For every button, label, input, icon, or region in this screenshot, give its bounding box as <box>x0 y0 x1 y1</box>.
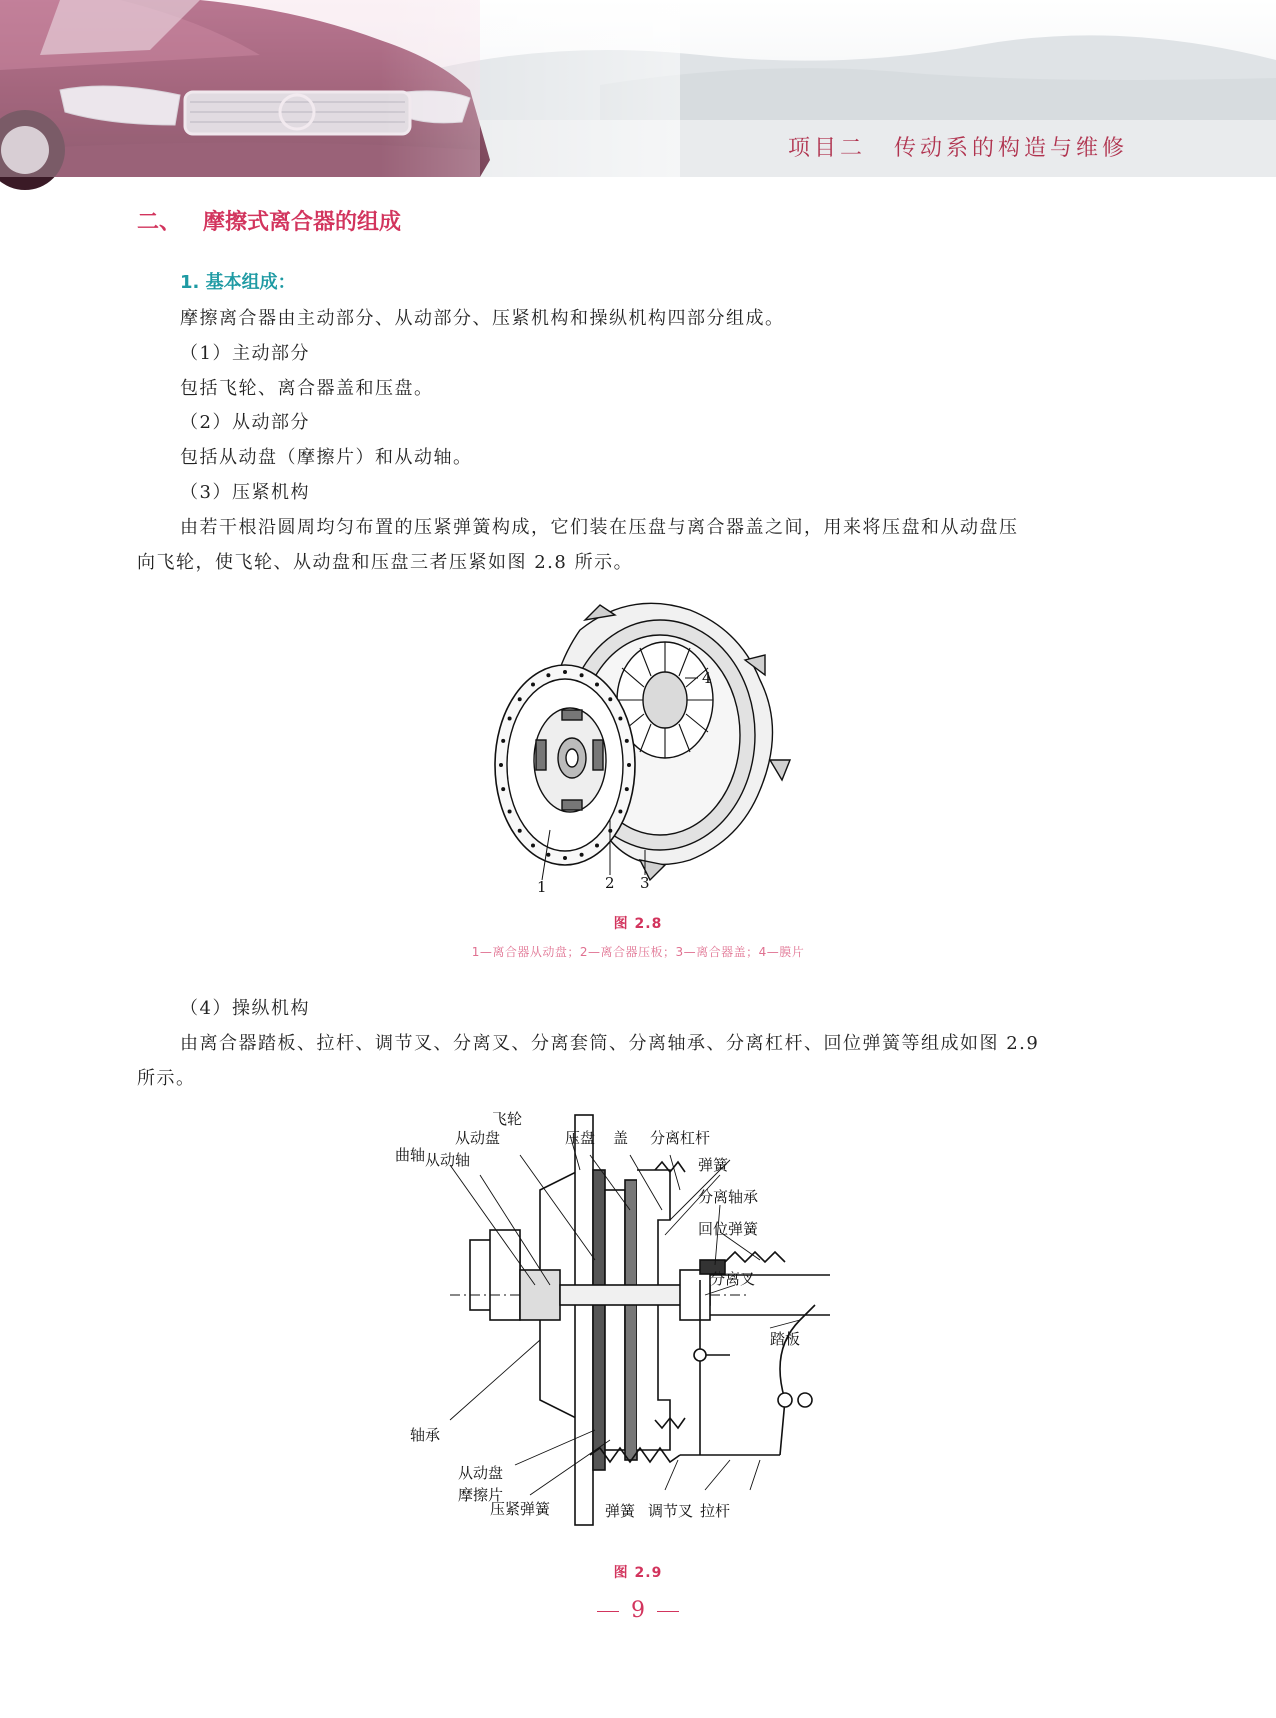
figure-2-8-label: 4 <box>702 669 712 687</box>
header-chapter-title: 传动系的构造与维修 <box>893 136 1128 161</box>
label-pedal: 踏板 <box>770 1330 801 1348</box>
clutch-assembly-drawing <box>490 590 800 895</box>
header-project: 项目二 <box>787 136 866 161</box>
label-adjust-fork: 调节叉 <box>648 1502 694 1520</box>
figure-2-8-title: 图 2.8 <box>613 916 663 932</box>
label-cover: 盖 <box>613 1129 629 1147</box>
label-driven-disc-lower: 从动盘 <box>458 1464 504 1482</box>
rivet-hole <box>627 763 631 767</box>
label-friction-plate: 摩擦片 <box>458 1486 504 1504</box>
figure-2-8-label: 1 <box>537 878 547 896</box>
rivet-hole <box>501 739 505 743</box>
label-spring-lower: 弹簧 <box>605 1502 636 1520</box>
rivet-hole <box>608 697 612 701</box>
figure-2-9 <box>395 1110 870 1554</box>
page-number-dash-left <box>597 1611 619 1612</box>
rivet-hole <box>563 856 567 860</box>
rivet-hole <box>618 717 622 721</box>
section-heading <box>137 205 401 236</box>
rivet-hole <box>508 717 512 721</box>
page-number-dash-right <box>657 1611 679 1612</box>
label-driven-shaft: 从动轴 <box>425 1151 471 1169</box>
label-crankshaft: 曲轴 <box>395 1146 426 1164</box>
figure-2-9-title: 图 2.9 <box>613 1565 663 1581</box>
rivet-hole <box>531 683 535 687</box>
header-banner <box>0 0 1276 177</box>
paragraph: （2）从动部分 <box>180 412 310 433</box>
paragraph: 包括飞轮、离合器盖和压盘。 <box>180 378 434 399</box>
label-spring: 弹簧 <box>698 1156 729 1174</box>
rivet-hole <box>563 670 567 674</box>
rivet-hole <box>531 844 535 848</box>
rivet-hole <box>546 853 550 857</box>
rivet-hole <box>518 829 522 833</box>
label-pull-rod: 拉杆 <box>700 1502 731 1520</box>
paragraph: （3）压紧机构 <box>180 482 310 503</box>
label-bearing: 轴承 <box>410 1426 441 1444</box>
rivet-hole <box>501 787 505 791</box>
label-pressure-plate: 压盘 <box>565 1129 596 1147</box>
label-release-lever: 分离杠杆 <box>650 1129 711 1147</box>
rivet-hole <box>546 673 550 677</box>
paragraph: 所示。 <box>137 1068 196 1089</box>
label-driven-disc: 从动盘 <box>455 1129 501 1147</box>
figure-2-8-label: 2 <box>605 874 615 892</box>
figure-2-8-label: 3 <box>640 874 650 892</box>
page-number-value: 9 <box>631 1598 645 1623</box>
figure-2-8 <box>490 590 800 899</box>
subheading: 1. 基本组成： <box>180 272 296 293</box>
rivet-hole <box>580 673 584 677</box>
label-return-spring: 回位弹簧 <box>698 1220 759 1238</box>
rivet-hole <box>625 739 629 743</box>
paragraph: 摩擦离合器由主动部分、从动部分、压紧机构和操纵机构四部分组成。 <box>180 308 785 329</box>
label-release-bearing: 分离轴承 <box>698 1188 759 1206</box>
label-flywheel: 飞轮 <box>492 1110 523 1128</box>
section-title: 摩擦式离合器的组成 <box>203 210 402 235</box>
rivet-hole <box>595 683 599 687</box>
rivet-hole <box>595 844 599 848</box>
paragraph: 包括从动盘（摩擦片）和从动轴。 <box>180 447 473 468</box>
rivet-hole <box>518 697 522 701</box>
paragraph: 向飞轮，使飞轮、从动盘和压盘三者压紧如图 2.8 所示。 <box>137 552 634 573</box>
paragraph: （1）主动部分 <box>180 343 310 364</box>
paragraph: （4）操纵机构 <box>180 998 310 1019</box>
rivet-hole <box>580 853 584 857</box>
clutch-mechanism-drawing <box>395 1110 870 1550</box>
rivet-hole <box>625 787 629 791</box>
header-title <box>788 131 1128 162</box>
paragraph: 由离合器踏板、拉杆、调节叉、分离叉、分离套筒、分离轴承、分离杠杆、回位弹簧等组成如图 2.9 <box>180 1033 1040 1054</box>
label-pressure-spring: 压紧弹簧 <box>490 1500 551 1518</box>
page-number <box>0 1598 1276 1623</box>
label-release-fork: 分离叉 <box>710 1270 756 1288</box>
rivet-hole <box>499 763 503 767</box>
rivet-hole <box>508 810 512 814</box>
section-number: 二、 <box>137 210 182 235</box>
figure-2-8-legend: 1—离合器从动盘；2—离合器压板；3—离合器盖；4—膜片 <box>471 945 805 959</box>
paragraph: 由若干根沿圆周均匀布置的压紧弹簧构成，它们装在压盘与离合器盖之间，用来将压盘和从动盘压 <box>180 517 1019 538</box>
rivet-hole <box>618 810 622 814</box>
